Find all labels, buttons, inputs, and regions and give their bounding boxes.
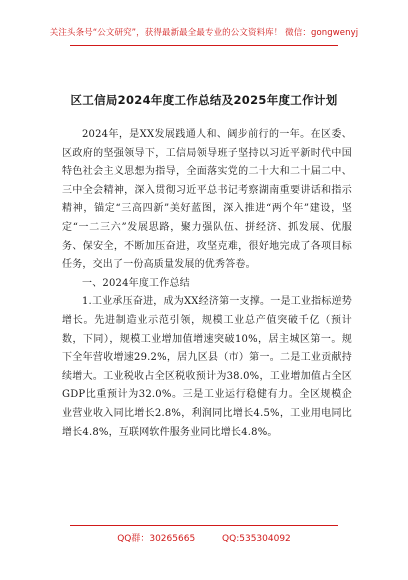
header-divider — [70, 45, 338, 46]
intro-paragraph: 2024年，是XX发展践通人和、阔步前行的一年。在区委、区政府的坚强领导下，工信局领导班子坚持以习近平新时代中国特色社会主义思想为指导，全面落实党的二十大和二十届二中、三中全会精神，深入贯彻习近平总书记考察湖南重要讲话和指示精神，锚定“三高四新”美好蓝图，深入推进“两个年”建设，坚定“一二三六”发展思路，聚力强队伍、拼经济、抓发展、优服务、保安全，不断加压奋进，攻坚克难，很好地完成了各项目标任务，交出了一份高质量发展的优秀答卷。 — [62, 129, 352, 271]
footer-qq-group: QQ群：30265665 — [117, 534, 196, 544]
footer-qq: QQ:535304092 — [222, 534, 291, 544]
footer-divider — [70, 525, 338, 526]
document-body — [62, 126, 352, 442]
section-heading: 一、2024年度工作总结 — [82, 277, 190, 289]
section-paragraph: 1.工业承压奋进，成为XX经济第一支撑。一是工业指标逆势增长。先进制造业示范引领，规模工业总产值突破千亿（预计数，下同），规模工业增加值增速突破10%，居主城区第一。规下全年营收增速29.2%，居九区县（市）第一。二是工业贡献持续增大。工业税收占全区税收预计为38.0%，工业增加值占全区GDP比重预计为32.0%。三是工业运行稳健有力。全区规模企业营业收入同比增长2.8%，利润同比增长4.5%，工业用电同比增长4.8%，互联网软件服务业同比增长4.8%。 — [62, 296, 352, 438]
header-banner: 关注头条号“公文研究”，获得最新最全最专业的公文资料库！ 微信：gongwenyj — [49, 28, 359, 38]
document-title: 区工信局2024年度工作总结及2025年度工作计划 — [70, 93, 338, 107]
footer — [0, 531, 408, 544]
